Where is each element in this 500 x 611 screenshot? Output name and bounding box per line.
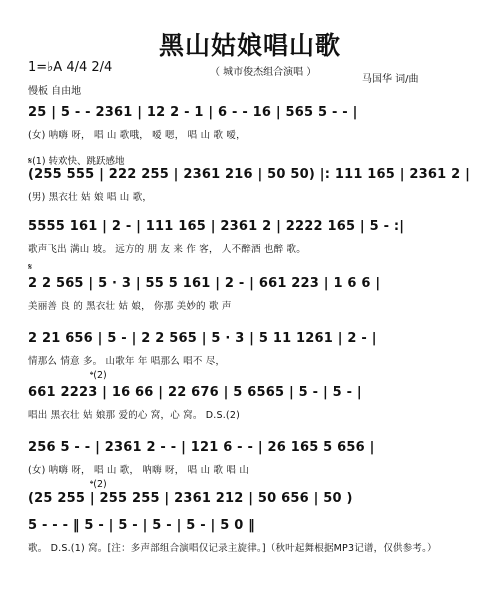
lyrics-line: (女) 呐嗨 呀， 唱 山 歌哦， 嗳 嗯， 唱 山 歌 嗳， bbox=[28, 130, 246, 141]
key-signature: 1=♭A 4/4 2/4 bbox=[28, 60, 113, 75]
notation-line: (255 555 | 222 255 | 2361 216 | 50 50) |: 111 165 | 2361 2 | bbox=[28, 167, 471, 182]
notation-line: 2 2 565 | 5 · 3 | 55 5 161 | 2 - | 661 223 | 1 6 6 | bbox=[28, 276, 381, 291]
notation-line: 5555 161 | 2 - | 111 165 | 2361 2 | 2222 165 | 5 - :| bbox=[28, 219, 405, 234]
tempo-marking: 慢板 自由地 bbox=[28, 86, 82, 97]
lyrics-line: (男) 黑衣壮 姑 娘 唱 山 歌， bbox=[28, 192, 153, 203]
notation-line: 25 | 5 - - 2361 | 12 2 - 1 | 6 - - 16 | 565 5 - - | bbox=[28, 105, 358, 120]
lyrics-line: 情那么 情意 多。 山歌年 年 唱那么 唱不 尽， bbox=[28, 356, 226, 367]
notation-line: 661 2223 | 16 66 | 22 676 | 5 6565 | 5 - | 5 - | bbox=[28, 385, 362, 400]
performer-subtitle: （ 城市俊杰组合演唱 ） bbox=[210, 67, 317, 78]
section-marker: 𝄌(2) bbox=[90, 370, 107, 381]
section-marker: 𝄋 bbox=[28, 262, 33, 273]
notation-line: 256 5 - - | 2361 2 - - | 121 6 - - | 26 165 5 656 | bbox=[28, 440, 375, 455]
section-marker: 𝄌(2) bbox=[90, 479, 107, 490]
notation-line: (25 255 | 255 255 | 2361 212 | 50 656 | 50 ) bbox=[28, 491, 353, 506]
lyrics-line: 美丽善 良 的 黑衣壮 姑 娘， 你那 美妙的 歌 声 bbox=[28, 301, 232, 312]
lyrics-line: 歌。 D.S.(1) 窝。[注：多声部组合演唱仅记录主旋律。]（秋叶起舞根据MP3记谱，仅供参考。） bbox=[28, 543, 437, 554]
lyrics-line: 唱出 黑衣壮 姑 娘那 爱的心 窝，心 窝。 D.S.(2) bbox=[28, 410, 240, 421]
page-title: 黑山姑娘唱山歌 bbox=[158, 31, 341, 60]
lyrics-line: (女) 呐嗨 呀， 唱 山 歌， 呐嗨 呀， 唱 山 歌 唱 山 bbox=[28, 465, 250, 476]
notation-line: 2 21 656 | 5 - | 2 2 565 | 5 · 3 | 5 11 1261 | 2 - | bbox=[28, 331, 377, 346]
notation-line: 5 - - - ‖ 5 - | 5 - | 5 - | 5 - | 5 0 ‖ bbox=[28, 518, 255, 533]
lyrics-line: 歌声飞出 满山 坡。 远方的 朋 友 来 作 客， 人不醉酒 也醉 歌。 bbox=[28, 244, 306, 255]
section-marker: 𝄋(1) 转欢快、跳跃感地 bbox=[28, 156, 125, 167]
author-credit: 马国华 词/曲 bbox=[362, 74, 419, 85]
